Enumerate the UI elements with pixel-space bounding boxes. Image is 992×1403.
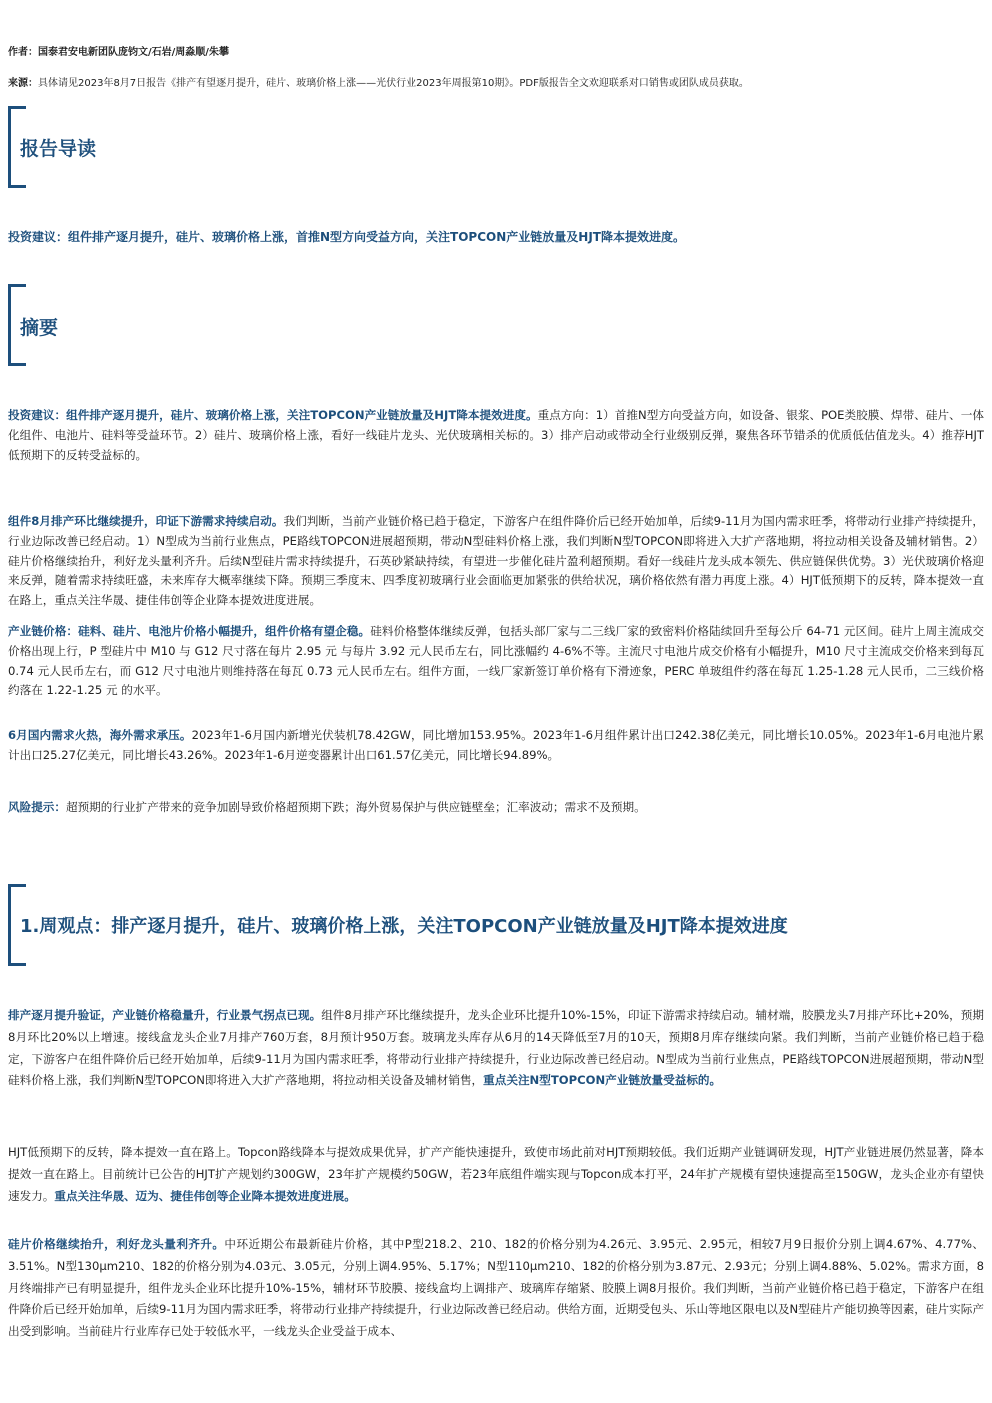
- summary-risk-body: 超预期的行业扩产带来的竞争加剧导致价格超预期下跌；海外贸易保护与供应链壁垒；汇率波动；需求不及预期。: [65, 800, 646, 814]
- summary-section-heading: [8, 284, 978, 366]
- section1-hjt-body: HJT低预期下的反转，降本提效一直在路上。Topcon路线降本与提效成果优异，扩产产能快速提升，致使市场此前对HJT预期较低。我们近期产业链调研发现，HJT产业链进展仍然显著，降本提效一直在路上。目前统计已公告的HJT扩产规划约300GW，23年扩产规模约50GW，若23年底组件端实现与Topcon成本打平，24年扩产规模有望快速提高至150GW，龙头企业亦有望快速发力。: [8, 1145, 984, 1203]
- summary-price-lead: 产业链价格：硅料、硅片、电池片价格小幅提升，组件价格有望企稳。: [8, 624, 371, 638]
- summary-title: 摘要: [20, 317, 59, 339]
- author-line: [8, 46, 229, 60]
- summary-demand-lead: 6月国内需求火热，海外需求承压。: [8, 728, 192, 742]
- summary-investment-lead: 投资建议：组件排产逐月提升，硅片、玻璃价格上涨，关注TOPCON产业链放量及HJT降本提效进度。: [8, 408, 538, 422]
- summary-price-paragraph: [8, 622, 984, 701]
- author-label: 作者：: [8, 47, 38, 58]
- summary-demand-body: 2023年1-6月国内新增光伏装机78.42GW，同比增加153.95%。2023年1-6月组件累计出口242.38亿美元，同比增长10.05%。2023年1-6月电池片累计出口25.27亿美元，同比增长43.26%。2023年1-6月逆变器累计出口61.57亿美元，同比增长94.89%。: [8, 728, 984, 762]
- summary-investment-paragraph: [8, 406, 984, 465]
- summary-investment-body: 重点方向：1）首推N型方向受益方向，如设备、银浆、POE类胶膜、焊带、硅片、一体化组件、电池片、硅料等受益环节。2）硅片、玻璃价格上涨，看好一线硅片龙头、光伏玻璃相关标的。3）排产启动或带动全行业级别反弹，聚焦各环节错杀的优质低估值龙头。4）推荐HJT低预期下的反转受益标的。: [8, 408, 984, 462]
- source-value: 具体请见2023年8月7日报告《排产有望逐月提升，硅片、玻璃价格上涨——光伏行业2023年周报第10期》。PDF版报告全文欢迎联系对口销售或团队成员获取。: [38, 78, 749, 89]
- guide-section-heading: [8, 106, 978, 188]
- section1-wafer-paragraph: [8, 1234, 984, 1343]
- summary-schedule-lead: 组件8月排产环比继续提升，印证下游需求持续启动。: [8, 514, 284, 528]
- section1-schedule-body: 组件8月排产环比继续提升，龙头企业环比提升10%-15%，印证下游需求持续启动。辅材端，胶膜龙头7月排产环比+20%，预期8月环比20%以上增速。接线盒龙头企业7月排产760万套，8月预计950万套。玻璃龙头库存从6月的14天降低至7月的10天，预期8月库存继续向紧。我们判断，当前产业链价格已趋于稳定，下游客户在组件降价后已经开始加单，后续9-11月为国内需求旺季，将带动行业排产持续提升，行业边际改善已经启动。N型成为当前行业焦点，PE路线TOPCON进展超预期，带动N型硅料价格上涨，我们判断N型TOPCON即将进入大扩产落地期，将拉动相关设备及辅材销售，: [8, 1008, 984, 1088]
- source-label: 来源：: [8, 78, 38, 89]
- section1-schedule-highlight: 重点关注N型TOPCON产业链放量受益标的。: [483, 1073, 722, 1088]
- section1-heading: [8, 884, 978, 966]
- summary-schedule-body: 我们判断，当前产业链价格已趋于稳定，下游客户在组件降价后已经开始加单，后续9-11月为国内需求旺季，将带动行业排产持续提升，行业边际改善已经启动。1）N型成为当前行业焦点，PE路线TOPCON进展超预期，带动N型硅料价格上涨，我们判断N型TOPCON即将进入大扩产落地期，将拉动相关设备及辅材销售。2）硅片价格继续抬升，利好龙头量利齐升。后续N型硅片需求持续提升，石英砂紧缺持续，有望进一步催化硅片盈利超预期。看好一线硅片龙头成本领先、供应链保供优势。3）光伏玻璃价格迎来反弹，随着需求持续旺盛，未来库存大概率继续下降。预期三季度末、四季度初玻璃行业会面临更加紧张的供给状况，璃价格依然有潜力再度上涨。4）HJT低预期下的反转，降本提效一直在路上，重点关注华晟、捷佳伟创等企业降本提效进度进展。: [8, 514, 984, 608]
- summary-risk-lead: 风险提示：: [8, 800, 66, 814]
- section1-schedule-lead: 排产逐月提升验证，产业链价格稳量升，行业景气拐点已现。: [8, 1008, 322, 1022]
- summary-risk-paragraph: [8, 798, 984, 818]
- section1-hjt-paragraph: [8, 1142, 984, 1207]
- summary-schedule-paragraph: [8, 512, 984, 611]
- section1-wafer-lead: 硅片价格继续抬升，利好龙头量利齐升。: [8, 1237, 225, 1251]
- guide-title: 报告导读: [20, 138, 97, 160]
- section1-schedule-paragraph: [8, 1005, 984, 1092]
- summary-demand-paragraph: [8, 726, 984, 766]
- section1-wafer-body: 中环近期公布最新硅片价格，其中P型218.2、210、182的价格分别为4.26元、3.95元、2.95元，相较7月9日报价分别上调4.67%、4.77%、3.51%。N型130μm210、182的价格分别为4.03元、3.05元，分别上调4.95%、5.17%；N型110μm210、182的价格分别为3.87元、2.93元；分别上调4.88%、5.02%。需求方面，8月终端排产已有明显提升，组件龙头企业环比提升10%-15%，辅材环节胶膜、接线盒均上调排产、玻璃库存缩紧、胶膜上调8月报价。我们判断，当前产业链价格已趋于稳定，下游客户在组件降价后已经开始加单，后续9-11月为国内需求旺季，将带动行业排产持续提升，行业边际改善已经启动。供给方面，近期受包头、乐山等地区限电以及N型硅片产能切换等因素，硅片实际产出受到影响。当前硅片行业库存已处于较低水平，一线龙头企业受益于成本、: [8, 1237, 984, 1339]
- author-value: 国泰君安电新团队庞钧文/石岩/周淼顺/朱攀: [38, 47, 229, 58]
- source-line: [8, 77, 749, 91]
- section1-hjt-highlight: 重点关注华晟、迈为、捷佳伟创等企业降本提效进度进展。: [54, 1188, 356, 1203]
- section1-title: 1.周观点：排产逐月提升，硅片、玻璃价格上涨，关注TOPCON产业链放量及HJT降本提效进度: [20, 916, 788, 937]
- guide-investment-line: 投资建议：组件排产逐月提升，硅片、玻璃价格上涨，首推N型方向受益方向，关注TOPCON产业链放量及HJT降本提效进度。: [8, 230, 685, 244]
- summary-price-body: 硅料价格整体继续反弹，包括头部厂家与二三线厂家的致密料价格陆续回升至每公斤 64-71 元区间。硅片上周主流成交价格出现上行，P 型硅片中 M10 与 G12 尺寸落在每片 2.95 元 与每片 3.92 元人民币左右，同比涨幅约 4-6%不等。主流尺寸电池片成交价格有小幅提升，M10 尺寸主流成交价格来到每瓦 0.74 元人民币左右，而 G12 尺寸电池片则维持落在每瓦 0.73 元人民币左右。组件方面，一线厂家新签订单价格有下滑迹象，PERC 单玻组件约落在每瓦 1.25-1.28 元人民币，二三线价格约落在 1.22-1.25 元 的水平。: [8, 624, 984, 698]
